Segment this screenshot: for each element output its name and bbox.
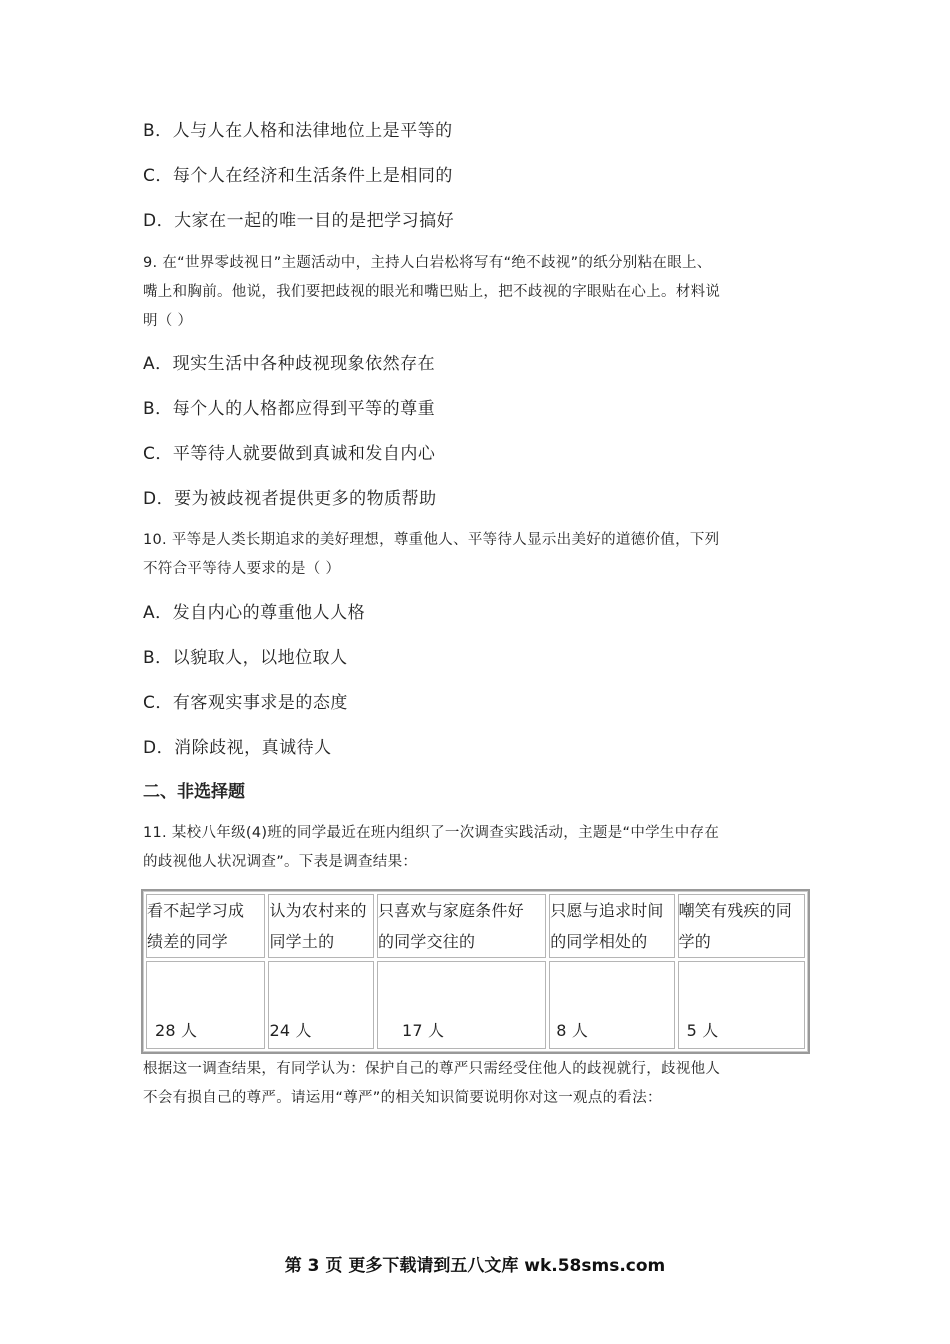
page-footer: 第 3 页 更多下载请到五八文库 wk.58sms.com xyxy=(284,1256,666,1276)
q11-question-line-1: 根据这一调查结果，有同学认为：保护自己的尊严只需经受住他人的歧视就行，歧视他人 xyxy=(143,1061,721,1077)
cell-text-line: 只愿与追求时间 xyxy=(550,901,664,920)
table-row xyxy=(146,961,805,1049)
q11-stem-line-2: 的歧视他人状况调查”。下表是调查结果： xyxy=(143,854,418,870)
table-cell xyxy=(268,961,374,1049)
table-cell xyxy=(678,961,805,1049)
q9-option-c: C．平等待人就要做到真诚和发自内心 xyxy=(143,444,436,464)
q8-option-c: C．每个人在经济和生活条件上是相同的 xyxy=(143,166,453,186)
q9-stem-line-2: 嘴上和胸前。他说，我们要把歧视的眼光和嘴巴贴上，把不歧视的字眼贴在心上。材料说 xyxy=(143,284,721,300)
table-cell xyxy=(549,961,674,1049)
cell-value: 5 人 xyxy=(686,1021,719,1040)
q10-stem-line-2: 不符合平等待人要求的是（ ） xyxy=(143,561,341,577)
q11-question-line-2: 不会有损自己的尊严。请运用“尊严”的相关知识简要说明你对这一观点的看法： xyxy=(143,1090,662,1106)
cell-value: 17 人 xyxy=(401,1021,445,1040)
table-header-cell xyxy=(268,894,374,958)
cell-text-line: 只喜欢与家庭条件好 xyxy=(377,901,524,920)
cell-value: 28 人 xyxy=(155,1021,198,1040)
q9-stem-line-1: 9. 在“世界零歧视日”主题活动中，主持人白岩松将写有“绝不歧视”的纸分别粘在眼上、 xyxy=(143,255,712,271)
q10-stem-line-1: 10. 平等是人类长期追求的美好理想，尊重他人、平等待人显示出美好的道德价值，下列 xyxy=(143,532,720,548)
table-header-cell xyxy=(377,894,546,958)
cell-value: 24 人 xyxy=(269,1021,312,1040)
q9-option-a: A．现实生活中各种歧视现象依然存在 xyxy=(143,354,436,374)
q8-option-b: B．人与人在人格和法律地位上是平等的 xyxy=(143,121,453,141)
cell-text-line: 学的 xyxy=(678,932,711,951)
q9-option-d: D．要为被歧视者提供更多的物质帮助 xyxy=(143,489,437,509)
cell-value: 8 人 xyxy=(556,1021,589,1040)
cell-text-line: 嘲笑有残疾的同 xyxy=(678,901,792,920)
cell-text-line: 同学土的 xyxy=(269,932,335,951)
table-cell xyxy=(377,961,546,1049)
section-heading: 二、非选择题 xyxy=(143,782,245,802)
cell-text-line: 的同学交往的 xyxy=(377,932,476,951)
table-header-row xyxy=(146,894,805,958)
table-header-cell xyxy=(678,894,805,958)
table-header-cell xyxy=(146,894,265,958)
q9-option-b: B．每个人的人格都应得到平等的尊重 xyxy=(143,399,436,419)
q10-option-d: D．消除歧视，真诚待人 xyxy=(143,738,332,758)
q10-option-c: C．有客观实事求是的态度 xyxy=(143,693,348,713)
q10-option-b: B．以貌取人，以地位取人 xyxy=(143,648,348,668)
cell-text-line: 认为农村来的 xyxy=(269,901,367,920)
q10-option-a: A．发自内心的尊重他人人格 xyxy=(143,603,366,623)
table-cell xyxy=(146,961,265,1049)
cell-text-line: 看不起学习成 xyxy=(147,901,245,920)
cell-text-line: 的同学相处的 xyxy=(550,932,648,951)
table-header-cell xyxy=(549,894,674,958)
survey-table xyxy=(141,889,810,1054)
q9-stem-line-3: 明（ ） xyxy=(143,313,193,329)
q8-option-d: D．大家在一起的唯一目的是把学习搞好 xyxy=(143,211,455,231)
cell-text-line: 绩差的同学 xyxy=(147,932,229,951)
q11-stem-line-1: 11. 某校八年级(4)班的同学最近在班内组织了一次调查实践活动，主题是“中学生中存在 xyxy=(143,825,720,841)
